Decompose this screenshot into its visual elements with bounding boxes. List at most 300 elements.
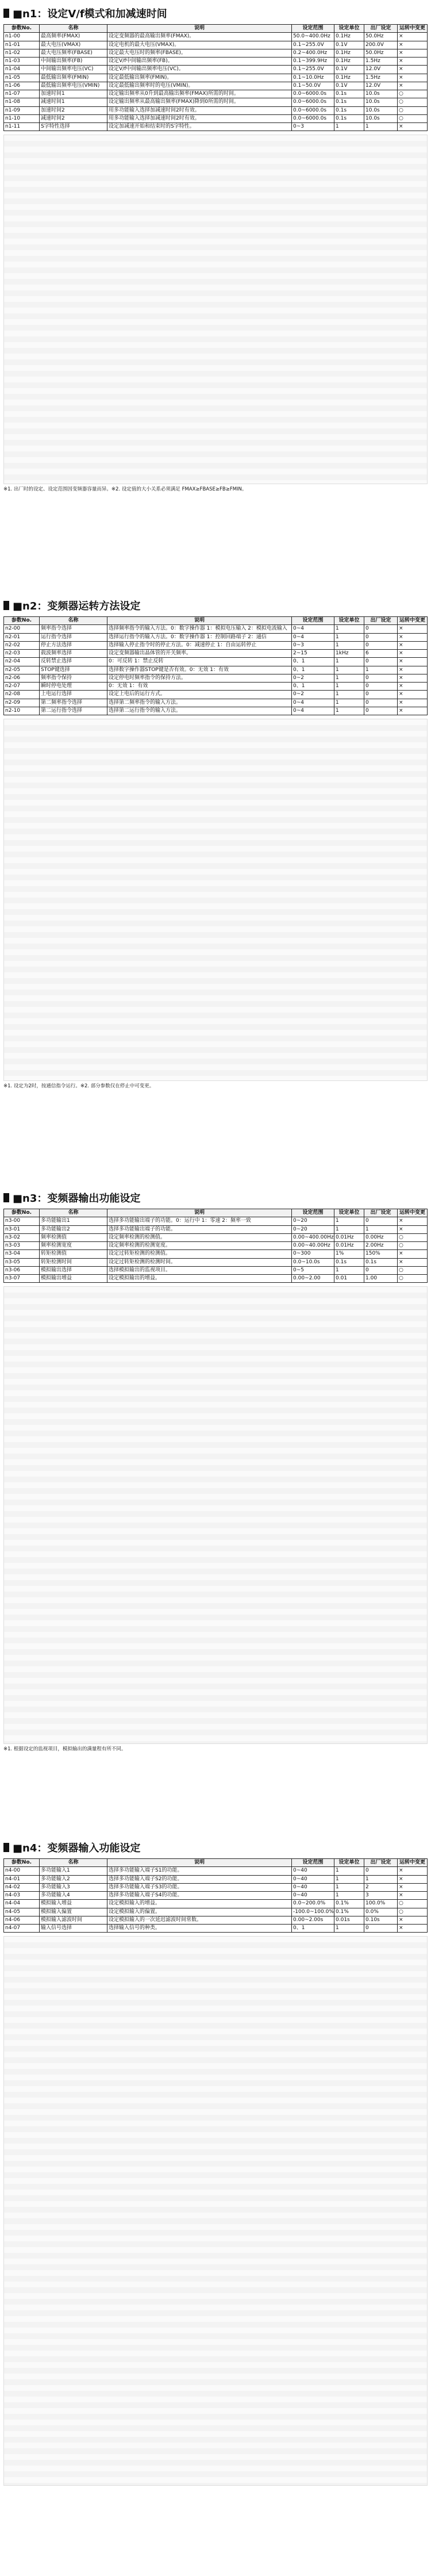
section-title-text: ■n3：变频器输出功能设定 [13, 1193, 141, 1205]
table-cell: ○ [398, 1275, 428, 1283]
table-cell: 上电运行选择 [40, 691, 107, 699]
table-cell: 1 [334, 699, 364, 707]
table-row [4, 33, 428, 41]
table-cell: 选择多功能输入端子S3的功能。 [107, 1883, 292, 1891]
table-header-cell: 说明 [107, 1209, 292, 1217]
table-cell: 0.1~399.9Hz [292, 57, 334, 66]
table-row [4, 674, 428, 682]
table-cell: n3-05 [4, 1258, 40, 1266]
table-cell: 2~15 [292, 650, 334, 658]
table-cell: 0：无效 1：有效 [107, 683, 292, 691]
table-cell: 1.5Hz [364, 74, 398, 82]
table-cell: 频率检测值 [40, 1233, 107, 1241]
table-cell: × [398, 625, 428, 633]
table-cell: 0.1Hz [334, 33, 364, 41]
table-row [4, 1883, 428, 1891]
table-cell: 第二频率指令选择 [40, 699, 107, 707]
table-cell: 0.1s [364, 1258, 398, 1266]
table-cell: 10.0s [364, 90, 398, 98]
table-cell: n4-06 [4, 1916, 40, 1924]
table-header-cell: 参数No. [4, 25, 40, 33]
table-cell: × [398, 641, 428, 649]
table-cell: 1 [334, 1925, 364, 1933]
table-row [4, 1892, 428, 1900]
table-cell: 频率指令保持 [40, 674, 107, 682]
table-header-cell: 设定范围 [292, 25, 334, 33]
table-header-cell: 运转中变更 [398, 1859, 428, 1867]
table-cell: 0.0~6000.0s [292, 98, 334, 106]
parameter-table [3, 1858, 428, 1933]
section-title [3, 598, 428, 613]
table-row [4, 1258, 428, 1266]
section-notes: ※1. 根据设定的监视项目，模拟输出的满量程有所不同。 [3, 1746, 126, 1753]
table-cell: 0 [364, 707, 398, 715]
table-header-cell: 设定单位 [334, 617, 364, 625]
table-cell: 设定模拟输入的偏置。 [107, 1908, 292, 1916]
table-cell: × [398, 683, 428, 691]
table-row [4, 1275, 428, 1283]
table-header-cell: 设定范围 [292, 1209, 334, 1217]
table-cell: 0~2 [292, 691, 334, 699]
table-header-cell: 运转中变更 [398, 1209, 428, 1217]
table-cell: 模拟输入偏置 [40, 1908, 107, 1916]
table-header-cell: 参数No. [4, 1859, 40, 1867]
table-cell: 选择多功能输出端子的功能。0：运行中 1：零速 2：频率一致 [107, 1217, 292, 1225]
table-cell: 1.5Hz [364, 57, 398, 66]
table-header-cell: 名称 [40, 1209, 107, 1217]
table-cell: n1-06 [4, 82, 40, 90]
table-row [4, 57, 428, 66]
table-cell: 0 [364, 691, 398, 699]
table-cell: 最大电压(VMAX) [40, 41, 107, 49]
table-cell: 选择数字操作器STOP键是否有效。0：无效 1：有效 [107, 666, 292, 674]
table-cell: 12.0V [364, 82, 398, 90]
table-cell: × [398, 1217, 428, 1225]
title-marker-icon [3, 1193, 9, 1202]
title-marker-icon [3, 601, 9, 610]
table-cell: 50.0Hz [364, 49, 398, 57]
table-cell: 0.1s [334, 98, 364, 106]
table-cell: 选择多功能输入端子S1的功能。 [107, 1867, 292, 1875]
table-cell: × [398, 650, 428, 658]
table-cell: 0~40 [292, 1883, 334, 1891]
table-header-cell: 说明 [107, 25, 292, 33]
table-cell: ○ [398, 114, 428, 122]
table-cell: 0~3 [292, 641, 334, 649]
table-cell: 中间输出频率(FB) [40, 57, 107, 66]
table-cell: 0 [364, 1217, 398, 1225]
table-cell: n1-10 [4, 114, 40, 122]
table-cell: 1 [334, 1225, 364, 1233]
table-cell: × [398, 1916, 428, 1924]
table-cell: 多功能输入4 [40, 1892, 107, 1900]
table-cell: 选择模拟输出的监视项目。 [107, 1266, 292, 1274]
table-cell: 用多功能输入选择加减速时间2时有效。 [107, 114, 292, 122]
table-cell: 频率指令选择 [40, 625, 107, 633]
table-cell: 1 [334, 691, 364, 699]
table-cell: × [398, 1925, 428, 1933]
table-cell: 1 [334, 1266, 364, 1274]
table-cell: 0.0~6000.0s [292, 90, 334, 98]
table-cell: n1-04 [4, 66, 40, 74]
table-cell: 反转禁止选择 [40, 658, 107, 666]
table-header-cell: 设定范围 [292, 617, 334, 625]
table-cell: 150% [364, 1250, 398, 1258]
table-row [4, 1867, 428, 1875]
table-row [4, 658, 428, 666]
table-cell: 设定加减速开始和结束时的S字特性。 [107, 123, 292, 131]
table-cell: 0 [364, 658, 398, 666]
table-cell: n3-01 [4, 1225, 40, 1233]
table-cell: 1 [334, 1883, 364, 1891]
table-cell: 选择第二运行指令的输入方法。 [107, 707, 292, 715]
table-cell: S字特性选择 [40, 123, 107, 131]
table-cell: 设定变频器输出晶体管的开关频率。 [107, 650, 292, 658]
table-row [4, 1242, 428, 1250]
table-header-row [4, 25, 428, 33]
table-row [4, 707, 428, 715]
table-cell: ○ [398, 1266, 428, 1274]
table-cell: n2-01 [4, 633, 40, 641]
table-row [4, 1916, 428, 1924]
table-cell: n2-07 [4, 683, 40, 691]
table-cell: 0.00~400.00Hz [292, 1233, 334, 1241]
table-cell: 0.1s [334, 90, 364, 98]
table-cell: 0.1% [334, 1908, 364, 1916]
table-cell: n2-00 [4, 625, 40, 633]
table-cell: 选择运行指令的输入方法。0：数字操作器 1：控制回路端子 2：通信 [107, 633, 292, 641]
table-row [4, 90, 428, 98]
table-cell: 多功能输入3 [40, 1883, 107, 1891]
detail-placeholder [3, 1286, 428, 1744]
table-cell: 50.0Hz [364, 33, 398, 41]
table-cell: 1 [364, 666, 398, 674]
table-cell: 0~20 [292, 1225, 334, 1233]
table-cell: n3-07 [4, 1275, 40, 1283]
table-cell: 2.00Hz [364, 1242, 398, 1250]
section-n2 [0, 592, 431, 1184]
table-cell: 选择第二频率指令的输入方法。 [107, 699, 292, 707]
table-cell: 设定过转矩检测的检测时间。 [107, 1258, 292, 1266]
table-cell: n2-02 [4, 641, 40, 649]
table-cell: n3-04 [4, 1250, 40, 1258]
table-cell: 设定模拟输出的增益。 [107, 1275, 292, 1283]
table-cell: 1 [334, 625, 364, 633]
table-row [4, 691, 428, 699]
table-cell: 0~20 [292, 1217, 334, 1225]
table-cell: 0.00Hz [364, 1233, 398, 1241]
table-cell: 0.1Hz [334, 74, 364, 82]
table-cell: 模拟输入增益 [40, 1900, 107, 1908]
table-cell: n1-09 [4, 106, 40, 114]
table-row [4, 699, 428, 707]
table-row [4, 1875, 428, 1883]
table-header-cell: 出厂设定 [364, 1209, 398, 1217]
table-row [4, 1233, 428, 1241]
table-cell: 1 [334, 641, 364, 649]
table-cell: 设定最大电压时的频率(FBASE)。 [107, 49, 292, 57]
table-cell: 1% [334, 1250, 364, 1258]
table-cell: 模拟输出选择 [40, 1266, 107, 1274]
table-header-cell: 设定单位 [334, 25, 364, 33]
detail-placeholder [3, 135, 428, 484]
table-cell: 0~4 [292, 699, 334, 707]
table-cell: 0.00~2.00 [292, 1275, 334, 1283]
section-title-text: ■n4：变频器输入功能设定 [13, 1842, 141, 1854]
table-row [4, 1250, 428, 1258]
table-row [4, 98, 428, 106]
table-row [4, 74, 428, 82]
parameter-table [3, 1209, 428, 1283]
table-cell: 0.1Hz [334, 49, 364, 57]
table-row [4, 1900, 428, 1908]
table-cell: 0~4 [292, 707, 334, 715]
table-cell: ○ [398, 90, 428, 98]
table-cell: 0、1 [292, 1925, 334, 1933]
table-cell: 0 [364, 1867, 398, 1875]
table-cell: 0 [364, 1266, 398, 1274]
parameter-table [3, 616, 428, 715]
parameter-table [3, 24, 428, 131]
table-cell: 0.1~50.0V [292, 82, 334, 90]
table-cell: 停止方法选择 [40, 641, 107, 649]
table-cell: 100.0% [364, 1900, 398, 1908]
table-cell: × [398, 674, 428, 682]
table-cell: 6 [364, 650, 398, 658]
table-cell: 3 [364, 1892, 398, 1900]
table-cell: 频率检测宽度 [40, 1242, 107, 1250]
table-cell: 设定频率检测的检测宽度。 [107, 1242, 292, 1250]
table-row [4, 114, 428, 122]
table-cell: ○ [398, 1242, 428, 1250]
table-cell: n4-07 [4, 1925, 40, 1933]
table-cell: × [398, 1892, 428, 1900]
table-cell: 加速时间1 [40, 90, 107, 98]
table-cell: n2-05 [4, 666, 40, 674]
table-cell: 1 [334, 1892, 364, 1900]
table-cell: 0.10s [364, 1916, 398, 1924]
table-cell: n2-08 [4, 691, 40, 699]
table-cell: 瞬时停电处理 [40, 683, 107, 691]
table-cell: 0、1 [292, 683, 334, 691]
table-cell: n1-03 [4, 57, 40, 66]
table-cell: × [398, 1258, 428, 1266]
table-cell: 10.0s [364, 106, 398, 114]
table-cell: 1 [334, 658, 364, 666]
table-cell: n2-09 [4, 699, 40, 707]
table-cell: × [398, 1867, 428, 1875]
table-cell: 设定输出频率从最高输出频率(FMAX)降到0所需的时间。 [107, 98, 292, 106]
table-cell: 50.0~400.0Hz [292, 33, 334, 41]
table-cell: 0.0% [364, 1908, 398, 1916]
table-header-row [4, 1859, 428, 1867]
table-header-cell: 名称 [40, 25, 107, 33]
table-cell: × [398, 658, 428, 666]
detail-placeholder [3, 719, 428, 1081]
table-cell: n2-06 [4, 674, 40, 682]
table-cell: × [398, 699, 428, 707]
table-cell: 多功能输出1 [40, 1217, 107, 1225]
table-cell: 多功能输入2 [40, 1875, 107, 1883]
table-row [4, 650, 428, 658]
table-cell: × [398, 1875, 428, 1883]
table-cell: n4-02 [4, 1883, 40, 1891]
table-row [4, 123, 428, 131]
table-cell: 0.01s [334, 1916, 364, 1924]
table-cell: 0.1V [334, 82, 364, 90]
table-row [4, 66, 428, 74]
table-cell: 模拟输入滤波时间 [40, 1916, 107, 1924]
table-cell: n1-00 [4, 33, 40, 41]
table-cell: × [398, 41, 428, 49]
section-title-text: ■n2：变频器运转方法设定 [13, 600, 141, 612]
table-cell: n1-01 [4, 41, 40, 49]
table-cell: × [398, 1250, 428, 1258]
table-cell: n2-04 [4, 658, 40, 666]
table-cell: 1 [334, 1867, 364, 1875]
table-cell: 0 [364, 625, 398, 633]
table-cell: n1-05 [4, 74, 40, 82]
table-row [4, 1908, 428, 1916]
table-header-cell: 出厂设定 [364, 617, 398, 625]
table-cell: × [398, 49, 428, 57]
table-cell: ○ [398, 1233, 428, 1241]
table-cell: 1 [334, 1875, 364, 1883]
table-cell: n2-10 [4, 707, 40, 715]
table-cell: n1-11 [4, 123, 40, 131]
table-cell: 0.00~2.00s [292, 1916, 334, 1924]
table-cell: 选择输入停止指令时的停止方法。0：减速停止 1：自由运转停止 [107, 641, 292, 649]
table-cell: 1 [334, 633, 364, 641]
table-cell: 1 [334, 1217, 364, 1225]
section-title [3, 6, 428, 21]
table-header-row [4, 1209, 428, 1217]
table-cell: 选择多功能输入端子S2的功能。 [107, 1875, 292, 1883]
table-cell: 设定过转矩检测的检测值。 [107, 1250, 292, 1258]
table-cell: 2 [364, 1883, 398, 1891]
table-cell: n1-02 [4, 49, 40, 57]
table-cell: 0.1V [334, 41, 364, 49]
table-cell: 0：可反转 1：禁止反转 [107, 658, 292, 666]
table-cell: STOP键选择 [40, 666, 107, 674]
table-cell: 第二运行指令选择 [40, 707, 107, 715]
table-header-cell: 说明 [107, 1859, 292, 1867]
table-cell: × [398, 57, 428, 66]
table-header-cell: 出厂设定 [364, 25, 398, 33]
table-cell: 设定V/f中间输出频率电压(VC)。 [107, 66, 292, 74]
table-cell: 转矩检测值 [40, 1250, 107, 1258]
table-cell: n3-03 [4, 1242, 40, 1250]
table-row [4, 633, 428, 641]
table-header-row [4, 617, 428, 625]
table-cell: 1kHz [334, 650, 364, 658]
table-cell: × [398, 666, 428, 674]
table-header-cell: 运转中变更 [398, 617, 428, 625]
table-cell: 0~40 [292, 1892, 334, 1900]
table-cell: 0~300 [292, 1250, 334, 1258]
table-cell: 多功能输入1 [40, 1867, 107, 1875]
table-cell: 0.1% [334, 1900, 364, 1908]
table-cell: × [398, 74, 428, 82]
table-cell: 0~3 [292, 123, 334, 131]
table-cell: ○ [398, 98, 428, 106]
table-cell: 0.1~255.0V [292, 66, 334, 74]
table-cell: 减速时间1 [40, 98, 107, 106]
table-cell: 0.01Hz [334, 1242, 364, 1250]
table-cell: 0.1s [334, 1258, 364, 1266]
table-cell: n4-01 [4, 1875, 40, 1883]
table-row [4, 683, 428, 691]
table-cell: n1-08 [4, 98, 40, 106]
table-cell: 1 [334, 674, 364, 682]
table-cell: 1 [334, 666, 364, 674]
table-row [4, 41, 428, 49]
table-cell: 最大电压频率(FBASE) [40, 49, 107, 57]
table-cell: 0.0~6000.0s [292, 114, 334, 122]
table-cell: 1 [334, 707, 364, 715]
table-cell: n3-06 [4, 1266, 40, 1274]
table-cell: 1 [334, 683, 364, 691]
table-cell: × [398, 707, 428, 715]
table-header-cell: 名称 [40, 617, 107, 625]
table-cell: 设定频率检测的检测值。 [107, 1233, 292, 1241]
table-cell: 多功能输出2 [40, 1225, 107, 1233]
table-cell: n4-03 [4, 1892, 40, 1900]
table-cell: 0~40 [292, 1875, 334, 1883]
table-cell: 用多功能输入选择加减速时间2时有效。 [107, 106, 292, 114]
table-cell: 1 [364, 1875, 398, 1883]
table-cell: 12.0V [364, 66, 398, 74]
table-cell: 0.1Hz [334, 57, 364, 66]
table-row [4, 1217, 428, 1225]
table-cell: -100.0~100.0% [292, 1908, 334, 1916]
table-cell: × [398, 123, 428, 131]
table-cell: 0 [364, 699, 398, 707]
table-header-cell: 参数No. [4, 1209, 40, 1217]
table-cell: 设定模拟输入的增益。 [107, 1900, 292, 1908]
table-cell: 载波频率选择 [40, 650, 107, 658]
table-cell: 最高频率(FMAX) [40, 33, 107, 41]
table-cell: 设定V/f中间输出频率(FB)。 [107, 57, 292, 66]
section-title [3, 1840, 428, 1855]
table-cell: n4-05 [4, 1908, 40, 1916]
table-header-cell: 参数No. [4, 617, 40, 625]
table-cell: 0 [364, 1925, 398, 1933]
table-cell: 0 [364, 641, 398, 649]
table-cell: 0 [364, 674, 398, 682]
table-cell: 0、1 [292, 658, 334, 666]
table-cell: 设定最低输出频率(FMIN)。 [107, 74, 292, 82]
table-cell: 选择频率指令的输入方法。0：数字操作器 1：模拟电压输入 2：模拟电流输入 [107, 625, 292, 633]
table-cell: × [398, 633, 428, 641]
table-cell: 减速时间2 [40, 114, 107, 122]
table-cell: 设定最低输出频率时的电压(VMIN)。 [107, 82, 292, 90]
table-cell: 设定模拟输入的一次延迟滤波时间常数。 [107, 1916, 292, 1924]
table-cell: 加速时间2 [40, 106, 107, 114]
table-cell: 模拟输出增益 [40, 1275, 107, 1283]
table-cell: 最低输出频率电压(VMIN) [40, 82, 107, 90]
table-cell: 0.0~6000.0s [292, 106, 334, 114]
table-cell: ○ [398, 1908, 428, 1916]
table-cell: 0~5 [292, 1266, 334, 1274]
title-marker-icon [3, 1843, 9, 1852]
table-header-cell: 设定单位 [334, 1859, 364, 1867]
section-title-text: ■n1：设定V/f模式和加减速时间 [13, 8, 167, 20]
table-header-cell: 设定单位 [334, 1209, 364, 1217]
table-cell: 中间输出频率电压(VC) [40, 66, 107, 74]
table-cell: 10.0s [364, 114, 398, 122]
table-cell: 最低输出频率(FMIN) [40, 74, 107, 82]
